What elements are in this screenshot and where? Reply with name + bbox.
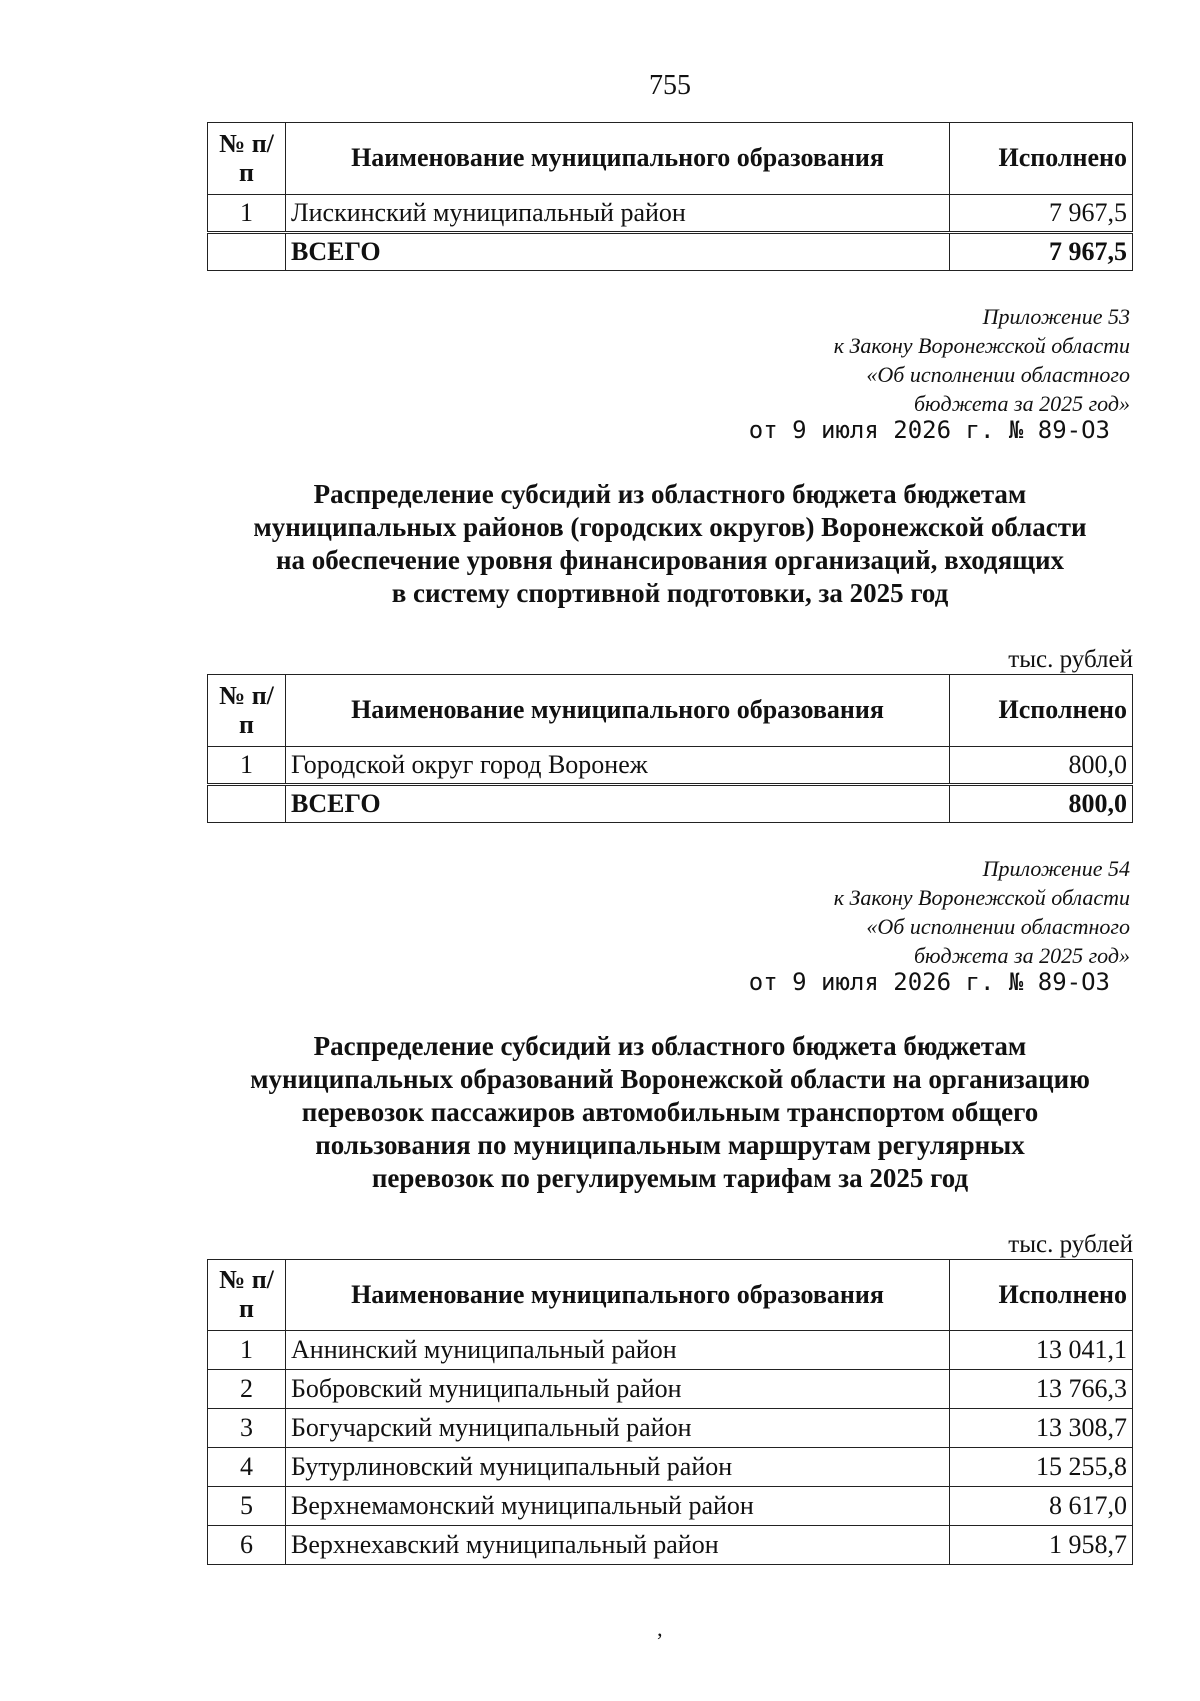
- appendix-law: к Закону Воронежской области: [833, 333, 1130, 358]
- heading-line: на обеспечение уровня финансирования организаций, входящих: [275, 545, 1065, 575]
- row-value: 15 255,8: [950, 1448, 1133, 1487]
- table-row: [208, 1331, 1133, 1370]
- row-value: 13 041,1: [950, 1331, 1133, 1370]
- total-num: [208, 785, 286, 823]
- appendix-law-year: бюджета за 2025 год»: [913, 391, 1130, 416]
- table-row: [208, 1409, 1133, 1448]
- table-row: [208, 747, 1133, 785]
- header-num: № п/п: [208, 675, 286, 747]
- row-value: 13 308,7: [950, 1409, 1133, 1448]
- table-appendix-53: [207, 674, 1133, 823]
- row-name: Аннинский муниципальный район: [286, 1331, 950, 1370]
- appendix-54-order: от 9 июля 2026 г. № 89-ОЗ: [748, 968, 1110, 996]
- heading-line: в систему спортивной подготовки, за 2025 год: [391, 578, 949, 608]
- appendix-law-year: бюджета за 2025 год»: [913, 943, 1130, 968]
- heading-line: перевозок по регулируемым тарифам за 2025 год: [371, 1163, 969, 1193]
- header-num: № п/п: [208, 123, 286, 195]
- row-value: 8 617,0: [950, 1487, 1133, 1526]
- total-value: 800,0: [950, 785, 1133, 823]
- row-value: 800,0: [950, 747, 1133, 785]
- header-name: Наименование муниципального образования: [286, 1260, 950, 1331]
- table-header-row: [208, 675, 1133, 747]
- heading-line: перевозок пассажиров автомобильным транспортом общего: [301, 1097, 1039, 1127]
- appendix-53-caption: [834, 302, 1130, 418]
- appendix-54-caption: [834, 854, 1130, 970]
- row-num: 4: [208, 1448, 286, 1487]
- row-num: 5: [208, 1487, 286, 1526]
- appendix-law-name: «Об исполнении областного: [866, 914, 1130, 939]
- row-name: Верхнемамонский муниципальный район: [286, 1487, 950, 1526]
- appendix-53-order: от 9 июля 2026 г. № 89-ОЗ: [748, 416, 1110, 444]
- row-num: 1: [208, 1331, 286, 1370]
- row-value: 1 958,7: [950, 1526, 1133, 1565]
- row-value: 13 766,3: [950, 1370, 1133, 1409]
- header-name: Наименование муниципального образования: [286, 675, 950, 747]
- table-row: [208, 195, 1133, 233]
- row-value: 7 967,5: [950, 195, 1133, 233]
- heading-appendix-54: [180, 1030, 1160, 1195]
- row-name: Городской округ город Воронеж: [286, 747, 950, 785]
- header-value: Исполнено: [950, 675, 1133, 747]
- units-label: тыс. рублей: [1008, 1231, 1133, 1258]
- row-name: Богучарский муниципальный район: [286, 1409, 950, 1448]
- heading-line: муниципальных образований Воронежской области на организацию: [250, 1064, 1090, 1094]
- table-appendix-54: [207, 1259, 1133, 1565]
- heading-appendix-53: [180, 478, 1160, 610]
- total-num: [208, 233, 286, 271]
- row-name: Верхнехавский муниципальный район: [286, 1526, 950, 1565]
- page-number: 755: [649, 70, 691, 101]
- table-header-row: [208, 123, 1133, 195]
- heading-line: Распределение субсидий из областного бюджета бюджетам: [313, 1031, 1027, 1061]
- appendix-title: Приложение 54: [982, 856, 1130, 881]
- appendix-law: к Закону Воронежской области: [833, 885, 1130, 910]
- header-value: Исполнено: [950, 123, 1133, 195]
- table-appendix-52: [207, 122, 1133, 271]
- table-row: [208, 1370, 1133, 1409]
- row-num: 6: [208, 1526, 286, 1565]
- row-num: 1: [208, 195, 286, 233]
- table-header-row: [208, 1260, 1133, 1331]
- appendix-title: Приложение 53: [982, 304, 1130, 329]
- heading-line: пользования по муниципальным маршрутам регулярных: [315, 1130, 1025, 1160]
- heading-line: Распределение субсидий из областного бюджета бюджетам: [313, 479, 1027, 509]
- table-row: [208, 1526, 1133, 1565]
- total-label: ВСЕГО: [286, 233, 950, 271]
- row-num: 3: [208, 1409, 286, 1448]
- header-num: № п/п: [208, 1260, 286, 1331]
- scan-mark: ‚: [656, 1616, 664, 1641]
- total-row: [208, 785, 1133, 823]
- row-num: 2: [208, 1370, 286, 1409]
- table-row: [208, 1448, 1133, 1487]
- row-name: Бобровский муниципальный район: [286, 1370, 950, 1409]
- total-row: [208, 233, 1133, 271]
- row-name: Бутурлиновский муниципальный район: [286, 1448, 950, 1487]
- total-value: 7 967,5: [950, 233, 1133, 271]
- heading-line: муниципальных районов (городских округов) Воронежской области: [253, 512, 1087, 542]
- total-label: ВСЕГО: [286, 785, 950, 823]
- header-value: Исполнено: [950, 1260, 1133, 1331]
- row-name: Лискинский муниципальный район: [286, 195, 950, 233]
- header-name: Наименование муниципального образования: [286, 123, 950, 195]
- units-label: тыс. рублей: [1008, 646, 1133, 673]
- row-num: 1: [208, 747, 286, 785]
- table-row: [208, 1487, 1133, 1526]
- appendix-law-name: «Об исполнении областного: [866, 362, 1130, 387]
